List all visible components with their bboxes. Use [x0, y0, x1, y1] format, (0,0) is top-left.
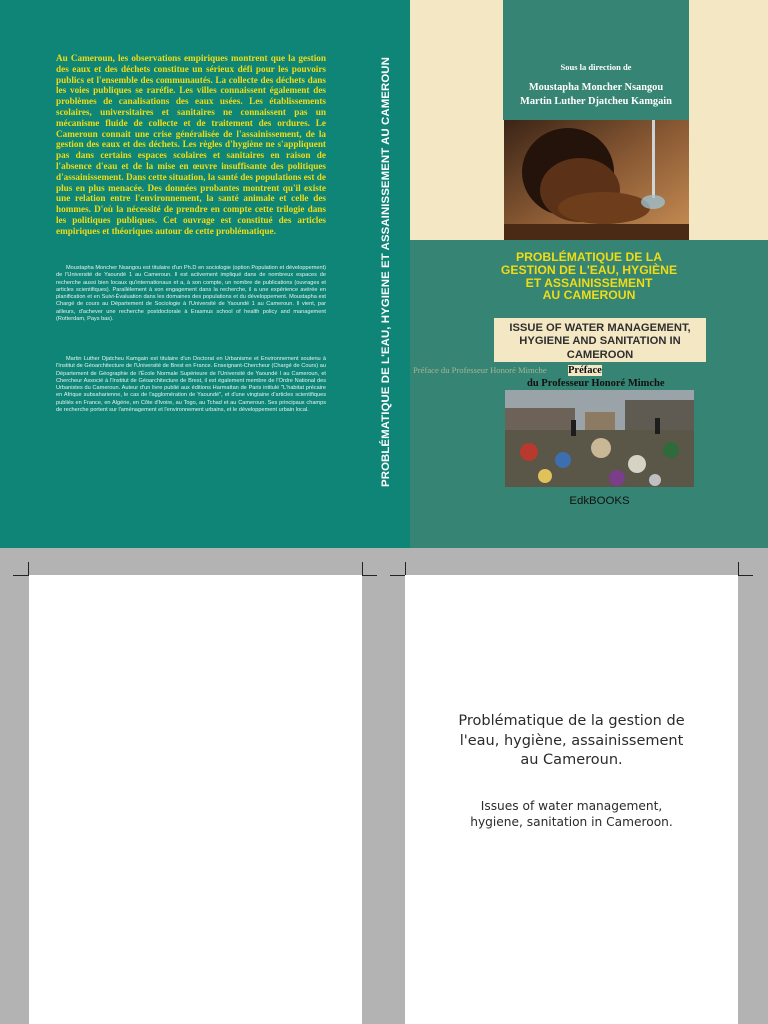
author-name-2: Martin Luther Djatcheu Kamgain [520, 96, 672, 107]
crop-mark [390, 575, 405, 576]
author-name-1: Moustapha Moncher Nsangou [528, 82, 664, 93]
book-title-french: PROBLÉMATIQUE DE LA GESTION DE L'EAU, HYGIÈNE ET ASSAINISSEMENT AU CAMEROUN [500, 250, 678, 303]
crop-mark [13, 575, 29, 576]
crop-mark [738, 562, 739, 575]
preface-author: du Professeur Honoré Mimche [527, 378, 665, 389]
inner-title-english: Issues of water management, hygiene, sanitation in Cameroon. [470, 799, 673, 829]
crop-mark [362, 575, 377, 576]
photo-waste-dump [505, 390, 694, 487]
back-cover-blurb: Au Cameroun, les observations empiriques montrent que la gestion des eaux et des déchets constitue un sérieux défi pour les pouvoirs publics et l'ensemble des communautés. La collecte des déchets dans les voies publiques se raréfie. Les villes connaissent également des problèmes de canalisations des eaux usées. Les établissements scolaires, universitaires et sanitaires ne connaissent pas un mécanisme fluide de collecte et de traitement des ordures. Le Cameroun connait une crise généralisée de l'assainissement, de la gestion des eaux et des déchets. Les règles d'hygiène ne s'appliquent pas dans certains espaces scolaires et sanitaires en raison de l'absence d'eau et de la mise en œuvre insuffisante des politiques d'assainissement. Dans cette situation, la santé des populations est de plus en plus menacée. Des données probantes montrent qu'il existe une relation entre l'environnement, la santé animale et celle des hommes. D'où la nécessité de prendre en compte cette trilogie dans les politiques publiques. Cet ouvrage est constitué des articles empiriques et théoriques autour de cette problématique. [56, 53, 326, 236]
crop-mark [405, 562, 406, 575]
interior-page-left [29, 575, 362, 1024]
author-bio-kamgain: Martin Luther Djatcheu Kamgain est titulaire d'un Doctorat en Urbanisme et Environnement soutenu à l'Institut de Géoarchitecture de l'Université de Brest en France. Enseignant-Chercheur (Chargé de Cours) au Département de Géographie de l'École Normale Supérieure de l'Université de Yaoundé I au Cameroun, et Chercheur Associé à l'Institut de Géoarchitecture de Brest, il est également membre de l'Ordre National des Urbanistes du Cameroun. Auteur d'un livre publié aux éditions Harmattan de Paris intitulé "L'habitat précaire en Afrique subsaharienne, le cas de l'agglomération de Yaoundé", et d'une vingtaine d'articles scientifiques publiés en France, en Algérie, en Côte d'Ivoire, au Togo, au Tchad et au Cameroun. Ses principaux champs de recherche portent sur l'aménagement et l'environnement urbains, et le développement urbain local. [56, 356, 326, 414]
crop-mark [362, 562, 363, 575]
preface-label: Préface [568, 365, 602, 376]
crop-mark [28, 562, 29, 575]
author-bio-nsangou: Moustapha Moncher Nsangou est titulaire d'un Ph.D en sociologie (option Population et développement) de l'Université de Yaoundé 1 au Cameroun. Il est activement impliqué dans de nombreux espaces de recherche aussi bien locaux qu'internationaux et a, à son compte, un nombre de publications (ouvrages et articles scientifiques). Parallèlement à son engagement dans la recherche, il a une expérience avérée en planification et en Suivi-Évaluation dans les domaines des populations et du développement. Moustapha est Chargé de cours au Département de Sociologie à l'Université de Yaoundé 1 au Cameroun. Il vient, par ailleurs, d'achever une recherche postdoctorale à Erasmus school of health policy and management (Rotterdam, Pays bas). [56, 265, 326, 323]
direction-label: Sous la direction de [560, 62, 632, 72]
publisher-name: EdkBOOKS [569, 495, 630, 507]
book-title-english: ISSUE OF WATER MANAGEMENT, HYGIENE AND SANITATION IN CAMEROON [509, 322, 691, 361]
spine-title: PROBLÉMATIQUE DE L'EAU, HYGIENE ET ASSAINISSEMENT AU CAMEROUN [380, 57, 392, 487]
photo-child-drinking-water [504, 120, 689, 240]
inner-title-french: Problématique de la gestion de l'eau, hygiène, assainissement au Cameroun. [458, 713, 685, 768]
crop-mark [738, 575, 753, 576]
preface-overlapped-text: Préface du Professeur Honoré Mimche [413, 365, 547, 375]
